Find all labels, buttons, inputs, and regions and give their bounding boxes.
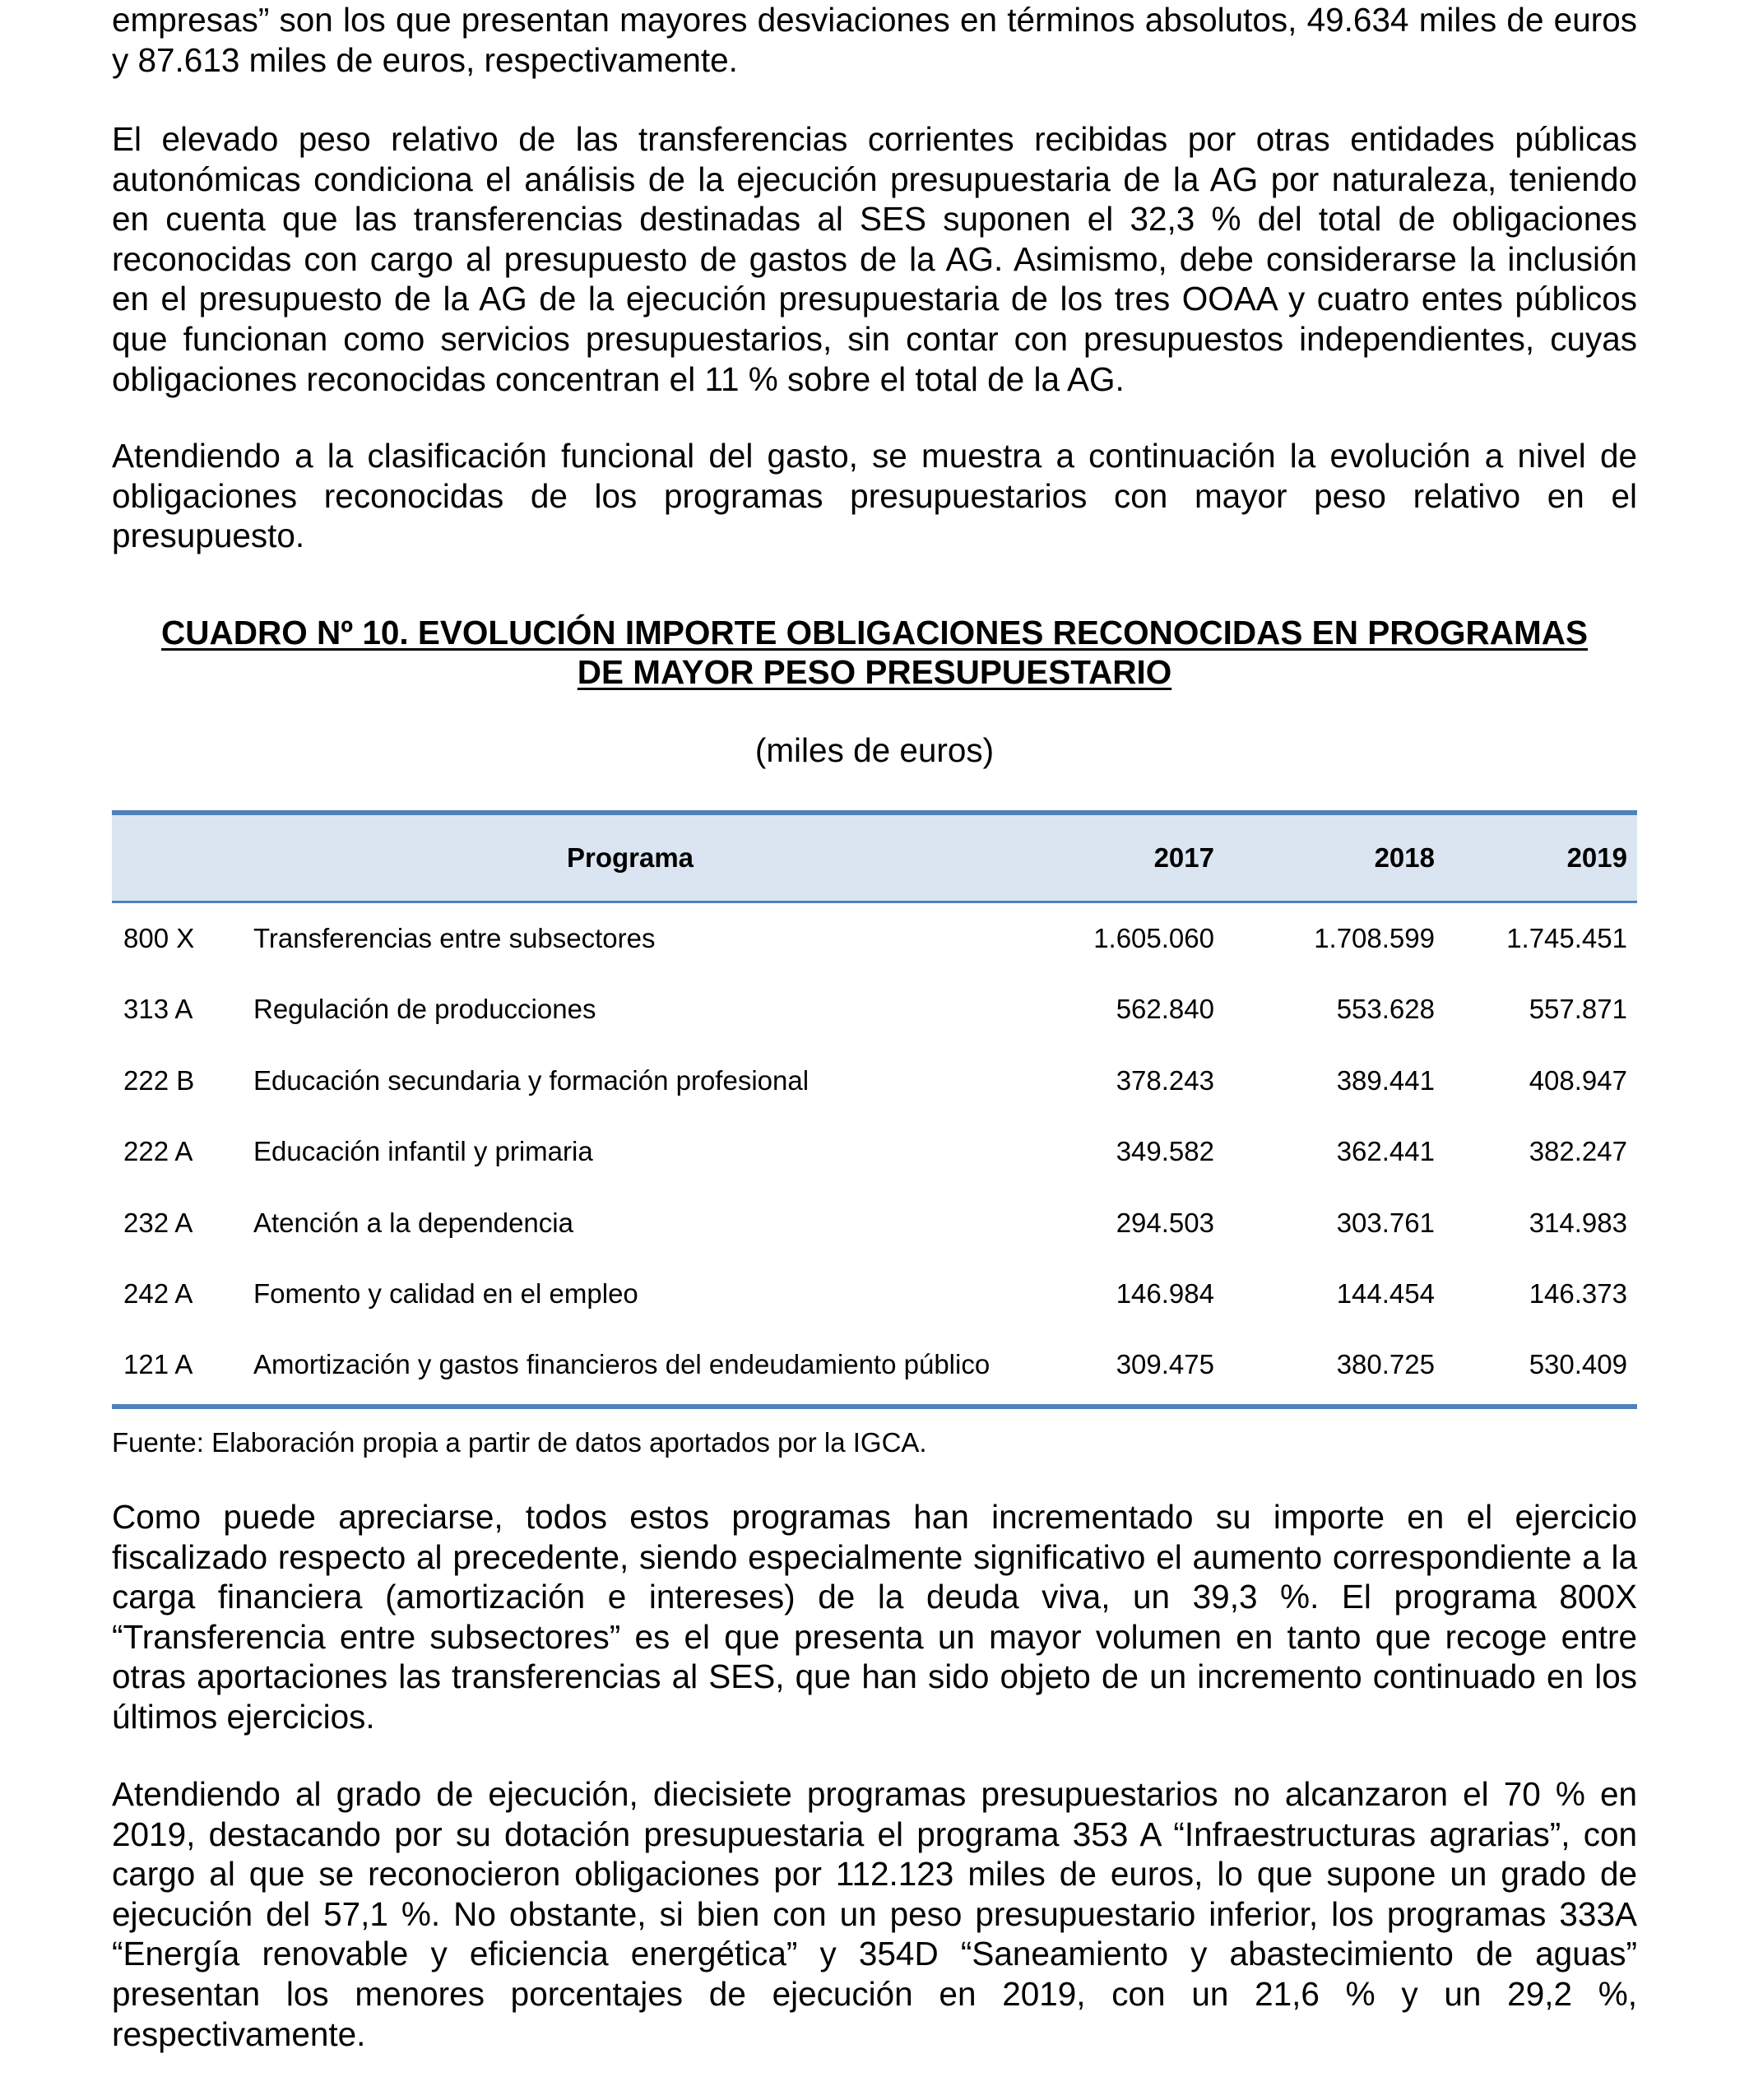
- cell-name: Amortización y gastos financieros del endeudamiento público: [253, 1349, 990, 1380]
- cell-code: 222 B: [123, 1064, 195, 1096]
- paragraph-functional-classification: Atendiendo a la clasificación funcional del gasto, se muestra a continuación la evolución a nivel de obligaciones reconocidas de los programas presupuestarios con mayor peso relativo en el presupuesto.: [112, 437, 1637, 555]
- cell-2018: 362.441: [1336, 1136, 1435, 1167]
- table-row: [112, 1045, 1637, 1116]
- cell-name: Transferencias entre subsectores: [253, 923, 656, 953]
- paragraph-transfers: El elevado peso relativo de las transferencias corrientes recibidas por otras entidades públicas autonómicas condiciona el análisis de la ejecución presupuestaria de la AG por naturaleza, teniendo en cuenta que las transferencias destinadas al SES suponen el 32,3 % del total de obligaciones reconocidas con cargo al presupuesto de gastos de la AG. Asimismo, debe considerarse la inclusión en el presupuesto de la AG de la ejecución presupuestaria de los tres OOAA y cuatro entes públicos que funcionan como servicios presupuestarios, sin contar con presupuestos independientes, cuyas obligaciones reconocidas concentran el 11 % sobre el total de la AG.: [112, 120, 1637, 398]
- cell-name: Educación secundaria y formación profesional: [253, 1064, 810, 1096]
- table-units: (miles de euros): [754, 731, 995, 769]
- cell-2019: 557.871: [1529, 994, 1627, 1025]
- header-2017: 2017: [1153, 842, 1214, 873]
- cell-2019: 530.409: [1529, 1349, 1627, 1380]
- paragraph-execution-degree: Atendiendo al grado de ejecución, diecisiete programas presupuestarios no alcanzaron el 70 % en 2019, destacando por su dotación presupuestaria el programa 353 A “Infraestructuras agrarias”, con cargo al que se reconocieron obligaciones por 112.123 miles de euros, lo que supone un grado de ejecución del 57,1 %. No obstante, si bien con un peso presupuestario inferior, los programas 333A “Energía renovable y eficiencia energética” y 354D “Saneamiento y abastecimiento de aguas” presentan los menores porcentajes de ejecución en 2019, con un 21,6 % y un 29,2 %, respectivamente.: [112, 1775, 1637, 2053]
- cell-2017: 309.475: [1116, 1349, 1214, 1380]
- table-row: [112, 1188, 1637, 1259]
- cell-2019: 382.247: [1529, 1136, 1627, 1167]
- table-title: [112, 613, 1637, 692]
- cell-code: 222 A: [123, 1136, 193, 1167]
- header-2018: 2018: [1374, 842, 1435, 873]
- cell-2018: 1.708.599: [1314, 923, 1435, 953]
- cell-2017: 294.503: [1116, 1207, 1214, 1238]
- cell-2019: 408.947: [1529, 1064, 1627, 1096]
- table-row: [112, 1329, 1637, 1400]
- table-row: [112, 1259, 1637, 1329]
- table-row: [112, 974, 1637, 1045]
- cell-code: 800 X: [123, 923, 195, 953]
- cell-code: 121 A: [123, 1349, 193, 1380]
- cell-2017: 349.582: [1116, 1136, 1214, 1167]
- cell-name: Atención a la dependencia: [253, 1207, 573, 1238]
- cell-2018: 380.725: [1336, 1349, 1435, 1380]
- paragraph-analysis: Como puede apreciarse, todos estos programas han incrementado su importe en el ejercicio fiscalizado respecto al precedente, siendo especialmente significativo el aumento correspondiente a la carga financiera (amortización e intereses) de la deuda viva, un 39,3 %. El programa 800X “Transferencia entre subsectores” es el que presenta un mayor volumen en tanto que recoge entre otras aportaciones las transferencias al SES, que han sido objeto de un incremento continuado en los últimos ejercicios.: [112, 1498, 1637, 1736]
- table-row: [112, 1116, 1637, 1187]
- cell-2017: 562.840: [1116, 994, 1214, 1025]
- table-row: [112, 903, 1637, 974]
- cell-2019: 146.373: [1529, 1277, 1627, 1309]
- table-body: [112, 903, 1637, 1401]
- table-source-note: Fuente: Elaboración propia a partir de datos aportados por la IGCA.: [112, 1427, 927, 1458]
- cell-2018: 389.441: [1336, 1064, 1435, 1096]
- cell-code: 313 A: [123, 994, 193, 1025]
- table-title-line-2: DE MAYOR PESO PRESUPUESTARIO: [577, 653, 1172, 691]
- cell-2019: 1.745.451: [1506, 923, 1627, 953]
- cell-2019: 314.983: [1529, 1207, 1627, 1238]
- cell-2017: 378.243: [1116, 1064, 1214, 1096]
- header-programa: Programa: [566, 842, 694, 873]
- cell-2017: 146.984: [1116, 1277, 1214, 1309]
- cell-2018: 303.761: [1336, 1207, 1435, 1238]
- table-bottom-rule: [112, 1404, 1637, 1409]
- cell-2018: 144.454: [1336, 1277, 1435, 1309]
- cell-name: Educación infantil y primaria: [253, 1136, 593, 1167]
- paragraph-intro-continuation: empresas” son los que presentan mayores desviaciones en términos absolutos, 49.634 miles de euros y 87.613 miles de euros, respectivamente.: [112, 1, 1637, 79]
- cell-2018: 553.628: [1336, 994, 1435, 1025]
- cell-name: Fomento y calidad en el empleo: [253, 1277, 638, 1309]
- table-header-row: [112, 815, 1637, 903]
- programs-table: [112, 810, 1637, 1409]
- cell-code: 242 A: [123, 1277, 193, 1309]
- cell-code: 232 A: [123, 1207, 193, 1238]
- header-2019: 2019: [1566, 842, 1627, 873]
- cell-name: Regulación de producciones: [253, 994, 596, 1025]
- table-title-line-1: CUADRO Nº 10. EVOLUCIÓN IMPORTE OBLIGACIONES RECONOCIDAS EN PROGRAMAS: [161, 614, 1588, 651]
- cell-2017: 1.605.060: [1093, 923, 1214, 953]
